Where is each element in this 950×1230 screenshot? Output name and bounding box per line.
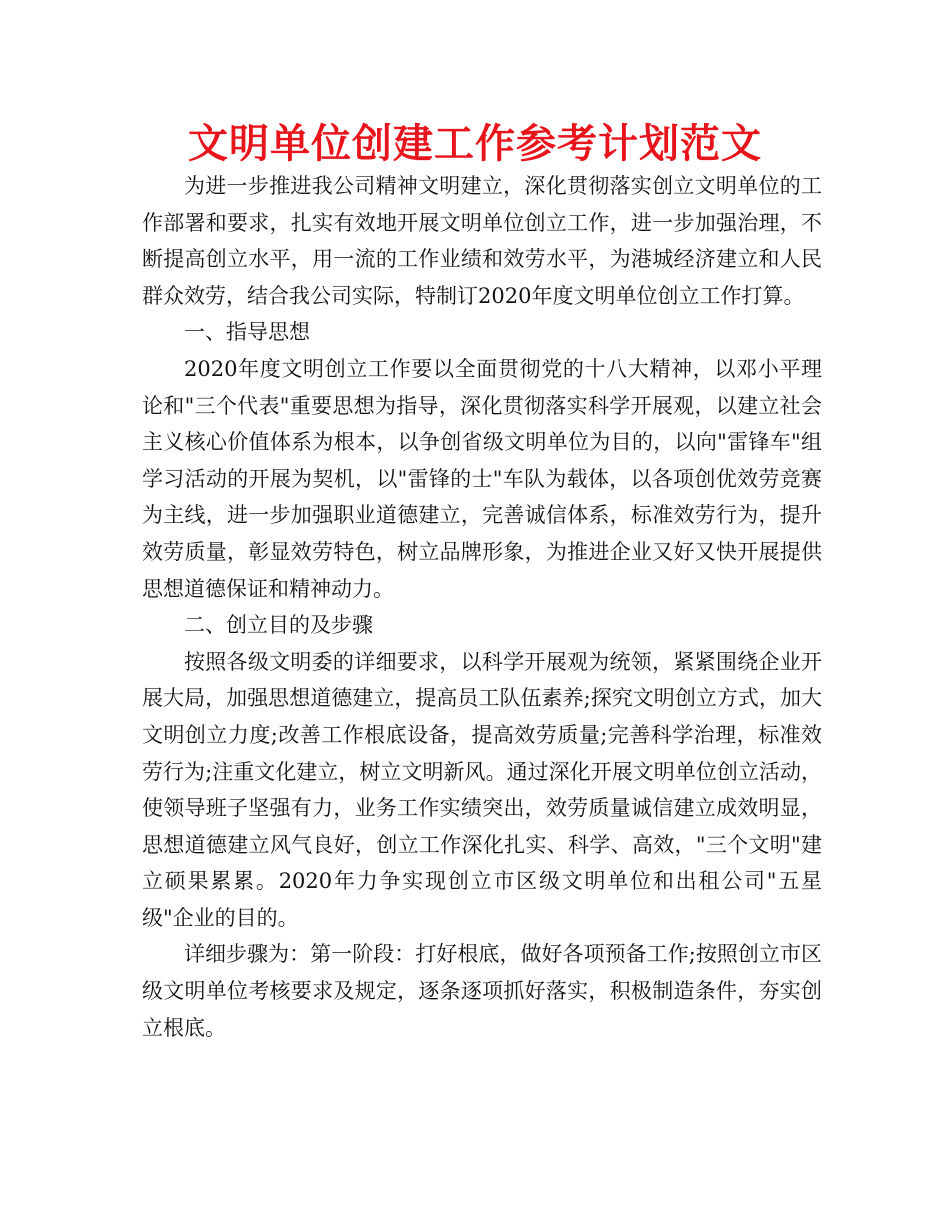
document-body — [142, 168, 822, 1046]
section-heading-goals-and-steps: 二、创立目的及步骤 — [184, 613, 373, 638]
goals-paragraph: 按照各级文明委的详细要求，以科学开展观为统领，紧紧围绕企业开展大局，加强思想道德建立，提高员工队伍素养;探究文明创立方式，加大文明创立力度;改善工作根底设备，提高效劳质量;完善科学治理，标准效劳行为;注重文化建立，树立文明新风。通过深化开展文明单位创立活动，使领导班子坚强有力，业务工作实绩突出，效劳质量诚信建立成效明显，思想道德建立风气良好，创立工作深化扎实、科学、高效，"三个文明"建立硕果累累。2020年力争实现创立市区级文明单位和出租公司"五星级"企业的目的。 — [142, 649, 822, 930]
steps-paragraph: 详细步骤为：第一阶段：打好根底，做好各项预备工作;按照创立市区级文明单位考核要求及规定，逐条逐项抓好落实，积极制造条件，夯实创立根底。 — [142, 942, 822, 1040]
guiding-ideology-paragraph: 2020年度文明创立工作要以全面贯彻党的十八大精神，以邓小平理论和"三个代表"重要思想为指导，深化贯彻落实科学开展观，以建立社会主义核心价值体系为根本，以争创省级文明单位为目的，以向"雷锋车"组学习活动的开展为契机，以"雷锋的士"车队为载体，以各项创优效劳竞赛为主线，进一步加强职业道德建立，完善诚信体系，标准效劳行为，提升效劳质量，彰显效劳特色，树立品牌形象，为推进企业又好又快开展提供思想道德保证和精神动力。 — [142, 356, 822, 601]
document-title: 文明单位创建工作参考计划范文 — [188, 121, 762, 167]
section-heading-guiding-ideology: 一、指导思想 — [184, 320, 310, 345]
intro-paragraph: 为进一步推进我公司精神文明建立，深化贯彻落实创立文明单位的工作部署和要求，扎实有效地开展文明单位创立工作，进一步加强治理，不断提高创立水平，用一流的工作业绩和效劳水平，为港城经济建立和人民群众效劳，结合我公司实际，特制订2020年度文明单位创立工作打算。 — [142, 174, 822, 308]
